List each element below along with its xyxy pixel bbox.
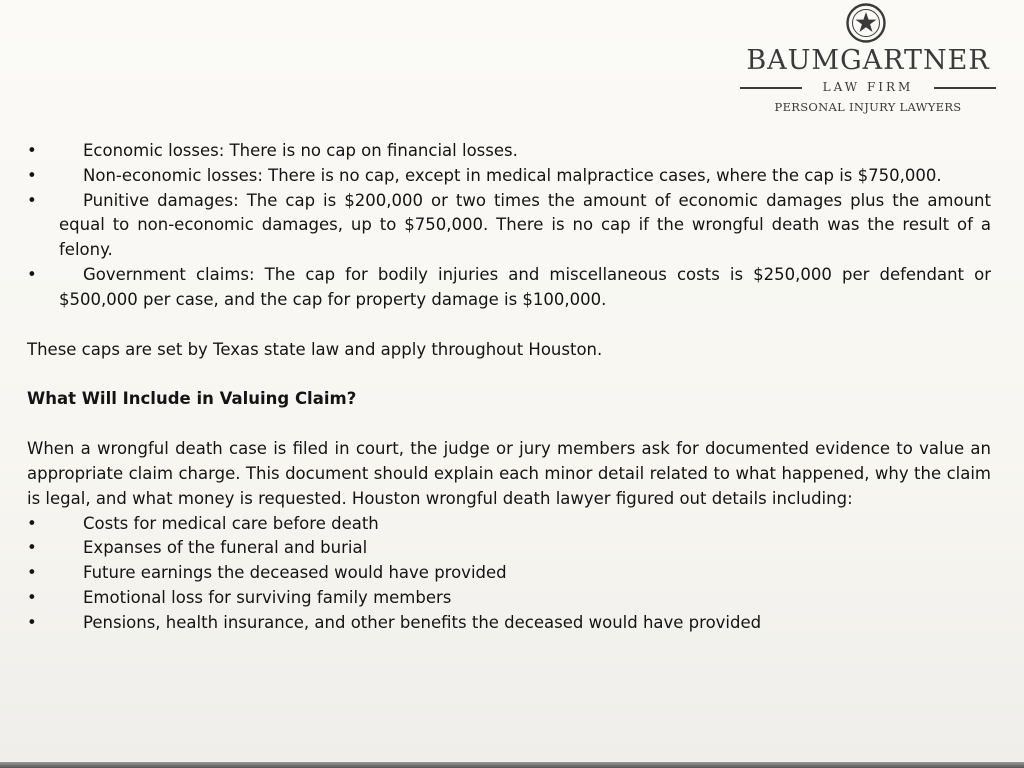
bullet-icon: • xyxy=(27,141,37,160)
bullet-icon: • xyxy=(27,264,37,284)
section-heading: What Will Include in Valuing Claim? xyxy=(27,389,357,409)
list-item xyxy=(27,611,991,636)
star-circle-icon xyxy=(845,2,887,44)
list-item-text: Punitive damages: The cap is $200,000 or two times the amount of economic damages plus the amount equal to non-economic damages, up to $750,000. There is no cap if the wrongful death was the result of a felony. xyxy=(59,190,991,260)
bullet-icon: • xyxy=(27,563,37,583)
list-item-text: Economic losses: There is no cap on financial losses. xyxy=(83,141,518,160)
firm-logo xyxy=(724,2,1012,118)
list-item xyxy=(27,586,991,611)
section-paragraph: When a wrongful death case is filed in court, the judge or jury members ask for documented evidence to value an appropriate claim charge. This document should explain each minor detail related to what happened, why the claim is legal, and what money is requested. Houston wrongful death lawyer figured out details including: xyxy=(27,439,991,508)
bullet-icon: • xyxy=(27,538,37,558)
list-item xyxy=(27,561,991,586)
document-body xyxy=(27,139,991,636)
list-item-text: Pensions, health insurance, and other benefits the deceased would have provided xyxy=(83,612,762,632)
firm-tagline: PERSONAL INJURY LAWYERS xyxy=(774,100,962,114)
details-list xyxy=(27,512,991,636)
list-item-text: Future earnings the deceased would have provided xyxy=(83,563,507,583)
bullet-icon: • xyxy=(27,190,37,210)
firm-subtitle: LAW FIRM xyxy=(822,80,914,94)
list-item-text: Expanses of the funeral and burial xyxy=(83,538,368,558)
bullet-icon: • xyxy=(27,612,37,632)
list-item-text: Government claims: The cap for bodily injuries and miscellaneous costs is $250,000 per defendant or $500,000 per case, and the cap for property damage is $100,000. xyxy=(59,264,991,309)
list-item xyxy=(27,164,991,189)
list-item xyxy=(27,189,991,263)
caps-list xyxy=(27,139,991,313)
list-item-text: Non-economic losses: There is no cap, except in medical malpractice cases, where the cap is $750,000. xyxy=(83,165,942,185)
list-item xyxy=(27,139,991,164)
firm-name: BAUMGARTNER xyxy=(746,45,990,76)
caps-note: These caps are set by Texas state law and apply throughout Houston. xyxy=(27,339,603,359)
list-item-text: Emotional loss for surviving family members xyxy=(83,587,452,607)
bullet-icon: • xyxy=(27,513,37,533)
list-item xyxy=(27,263,991,313)
bottom-border xyxy=(0,762,1024,768)
list-item xyxy=(27,536,991,561)
list-item-text: Costs for medical care before death xyxy=(83,513,379,533)
firm-subtitle-row xyxy=(730,79,1006,95)
bullet-icon: • xyxy=(27,587,37,607)
list-item xyxy=(27,512,991,537)
bullet-icon: • xyxy=(27,165,37,185)
subtitle-rule-right xyxy=(934,87,996,89)
